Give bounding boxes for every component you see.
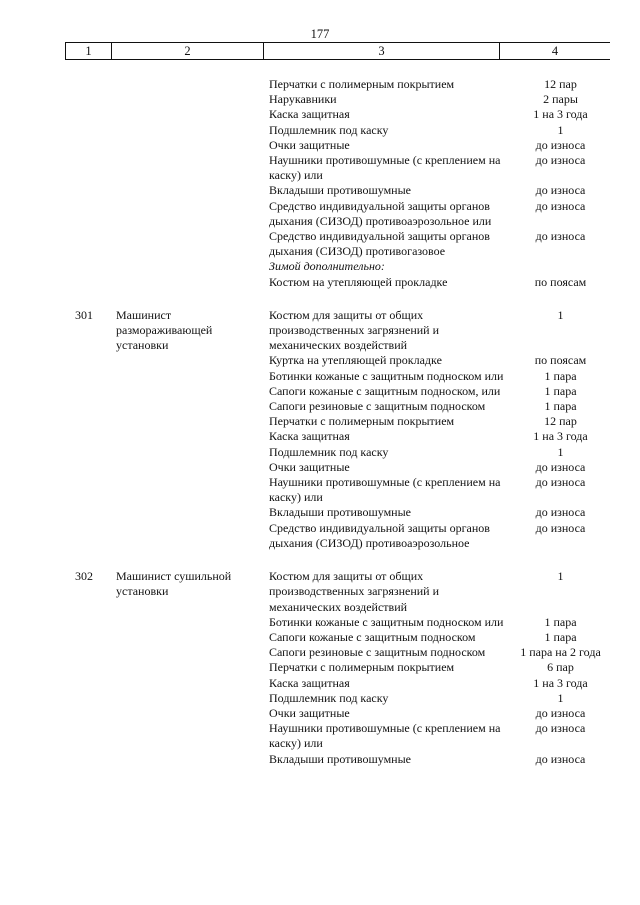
issue-norm: по поясам [534,274,587,289]
ppe-item-name: Ботинки кожаные с защитным подноском или [269,368,504,383]
ppe-item-name: Каска защитная [269,675,350,690]
entry-number: 302 [75,569,93,584]
table-row [0,721,640,751]
issue-norm: до износа [535,183,586,198]
table-row [0,384,640,399]
column-header-2: 2 [111,43,263,59]
table-row [0,752,640,767]
issue-norm: 2 пары [543,92,578,107]
column-header-3: 3 [263,43,499,59]
ppe-item-name: Костюм на утепляющей прокладке [269,274,448,289]
issue-norm: 1 пара [544,629,577,644]
table-row [0,353,640,368]
ppe-item-name: Наушники противошумные (с креплением на каску) или [269,475,501,505]
issue-norm: 1 [557,569,564,584]
issue-norm: до износа [535,459,586,474]
table-row [0,92,640,107]
table-row [0,153,640,183]
ppe-item-name: Нарукавники [269,92,337,107]
issue-norm: 1 пара [544,383,577,398]
table-row [0,399,640,414]
issue-norm: до износа [535,505,586,520]
ppe-item-name: Сапоги резиновые с защитным подноском [269,399,486,414]
profession-name: Машинист сушильной установки [116,569,232,599]
table-row [0,660,640,675]
table-row [0,691,640,706]
issue-norm: 6 пар [547,660,574,675]
table-row [0,275,640,290]
ppe-item-name: Подшлемник под каску [269,122,389,137]
issue-norm: до износа [535,198,586,213]
issue-norm: 1 пара на 2 года [520,645,601,660]
table-row [0,505,640,520]
ppe-item-name: Костюм для защиты от общих производственных загрязнений и механических воздействий [269,569,440,614]
table-row [0,138,640,153]
profession-block [0,308,640,551]
entry-number: 301 [75,307,93,322]
table-row [0,630,640,645]
column-header-4: 4 [499,43,610,59]
ppe-item-name: Средство индивидуальной защиты органов дыхания (СИЗОД) противогазовое [269,229,490,259]
ppe-item-name: Подшлемник под каску [269,690,389,705]
ppe-item-name: Перчатки с полимерным покрытием [269,414,455,429]
ppe-item-name: Вкладыши противошумные [269,505,411,520]
ppe-item-name: Костюм для защиты от общих производственных загрязнений и механических воздействий [269,307,440,353]
table-row [0,429,640,444]
table-row [0,645,640,660]
table-row [0,199,640,229]
table-row [0,521,640,551]
issue-norm: до износа [535,520,586,535]
table-column-header [65,42,610,60]
table-row [0,107,640,122]
issue-norm: 1 на 3 года [533,429,588,444]
ppe-item-name: Средство индивидуальной защиты органов дыхания (СИЗОД) противоаэрозольное [269,520,490,550]
ppe-item-name: Очки защитные [269,137,350,152]
table-row [0,229,640,259]
issue-norm: 1 пара [544,399,577,414]
table-row [0,369,640,384]
issue-norm: до износа [535,751,586,766]
table-row [0,259,640,274]
ppe-item-name: Зимой дополнительно: [269,259,385,274]
ppe-item-name: Перчатки с полимерным покрытием [269,77,455,91]
table-row [0,475,640,505]
table-row [0,445,640,460]
table-row [0,77,640,92]
norms-table-body [0,77,640,767]
table-row [0,414,640,429]
issue-norm: по поясам [534,353,587,368]
issue-norm: 1 пара [544,368,577,383]
profession-name: Машинист размораживающей установки [116,307,213,353]
table-row [0,706,640,721]
issue-norm: до износа [535,229,586,244]
issue-norm: 1 на 3 года [533,675,588,690]
table-row [0,460,640,475]
ppe-item-name: Сапоги резиновые с защитным подноском [269,645,486,660]
ppe-item-name: Перчатки с полимерным покрытием [269,660,455,675]
table-row [0,183,640,198]
ppe-item-name: Подшлемник под каску [269,444,389,459]
ppe-item-name: Очки защитные [269,705,350,720]
issue-norm: 1 на 3 года [533,107,588,122]
issue-norm: до износа [535,475,586,490]
table-row [0,615,640,630]
ppe-item-name: Ботинки кожаные с защитным подноском или [269,614,504,629]
issue-norm: 1 [557,444,564,459]
issue-norm: 1 [557,307,564,322]
ppe-item-name: Каска защитная [269,429,350,444]
ppe-item-name: Средство индивидуальной защиты органов дыхания (СИЗОД) противоаэрозольное или [269,198,492,228]
issue-norm: до износа [535,705,586,720]
ppe-item-name: Вкладыши противошумные [269,183,411,198]
profession-block [0,77,640,290]
ppe-item-name: Сапоги кожаные с защитным подноском, или [269,383,501,398]
issue-norm: до износа [535,137,586,152]
issue-norm: 1 [557,122,564,137]
issue-norm: 12 пар [544,414,577,429]
ppe-item-name: Наушники противошумные (с креплением на каску) или [269,153,501,183]
issue-norm: до износа [535,721,586,736]
ppe-item-name: Сапоги кожаные с защитным подноском [269,629,476,644]
ppe-item-name: Куртка на утепляющей прокладке [269,353,442,368]
issue-norm: 12 пар [544,77,577,91]
issue-norm: 1 [557,690,564,705]
column-header-1: 1 [65,43,111,59]
profession-block [0,569,640,767]
ppe-item-name: Каска защитная [269,107,350,122]
table-row [0,123,640,138]
ppe-item-name: Вкладыши противошумные [269,751,411,766]
table-row [0,676,640,691]
ppe-item-name: Наушники противошумные (с креплением на каску) или [269,721,501,751]
page-number: 177 [310,27,330,41]
issue-norm: 1 пара [544,614,577,629]
ppe-item-name: Очки защитные [269,459,350,474]
issue-norm: до износа [535,153,586,168]
